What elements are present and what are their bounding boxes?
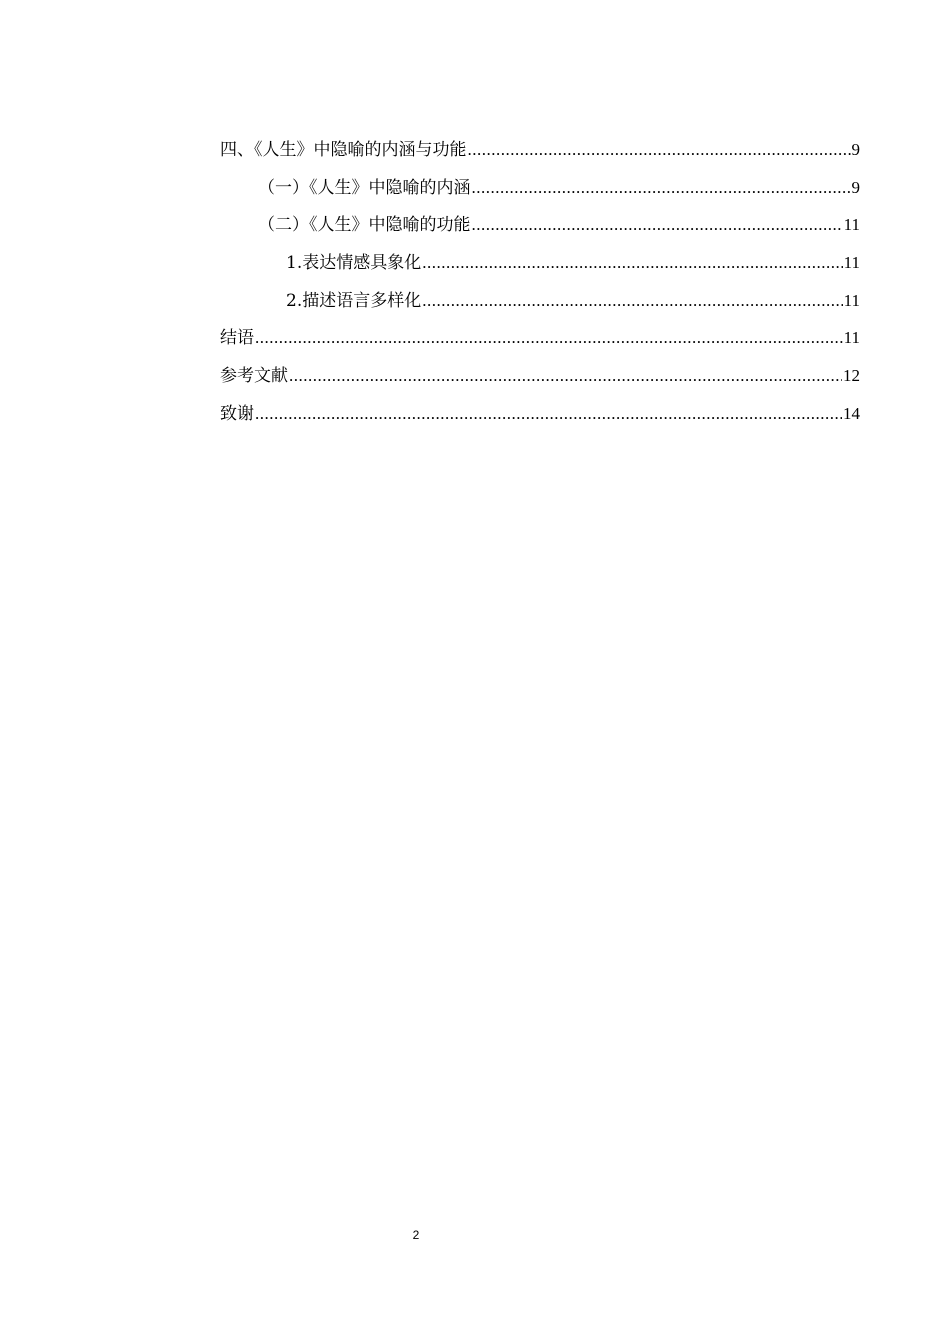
toc-entry-page: 9 <box>851 140 860 159</box>
toc-dot-leader <box>255 402 842 426</box>
toc-entry[interactable] <box>220 364 860 402</box>
table-of-contents <box>220 138 860 440</box>
toc-dot-leader <box>422 289 842 313</box>
toc-entry-title: 致谢 <box>220 403 254 424</box>
toc-entry-title: （二）《人生》中隐喻的功能 <box>258 215 471 236</box>
toc-entry-page: 11 <box>843 290 860 310</box>
toc-entry-title: 参考文献 <box>220 366 288 387</box>
toc-dot-leader <box>422 251 842 275</box>
toc-entry-title: （一）《人生》中隐喻的内涵 <box>258 177 471 198</box>
toc-entry[interactable] <box>220 251 860 289</box>
toc-entry-page: 12 <box>843 366 860 386</box>
toc-entry-title: 2.描述语言多样化 <box>286 290 422 311</box>
toc-entry-title: 结语 <box>220 328 254 349</box>
toc-entry-title: 四、《人生》中隐喻的内涵与功能 <box>220 140 467 160</box>
toc-dot-leader <box>468 138 851 162</box>
toc-entry-title: 1.表达情感具象化 <box>286 253 422 274</box>
toc-entry-page: 11 <box>843 328 860 348</box>
toc-dot-leader <box>472 213 843 237</box>
toc-entry-page: 11 <box>843 253 860 273</box>
toc-entry-page: 14 <box>843 403 860 423</box>
toc-entry[interactable] <box>220 326 860 364</box>
toc-entry[interactable] <box>220 176 860 214</box>
toc-entry[interactable] <box>220 138 860 176</box>
toc-dot-leader <box>255 326 843 350</box>
page-number: 2 <box>412 1228 420 1242</box>
toc-dot-leader <box>472 176 851 200</box>
toc-entry-page: 9 <box>851 177 860 197</box>
toc-dot-leader <box>289 364 842 388</box>
toc-entry[interactable] <box>220 213 860 251</box>
toc-entry[interactable] <box>220 289 860 327</box>
toc-entry-page: 11 <box>843 215 860 235</box>
toc-entry[interactable] <box>220 402 860 440</box>
